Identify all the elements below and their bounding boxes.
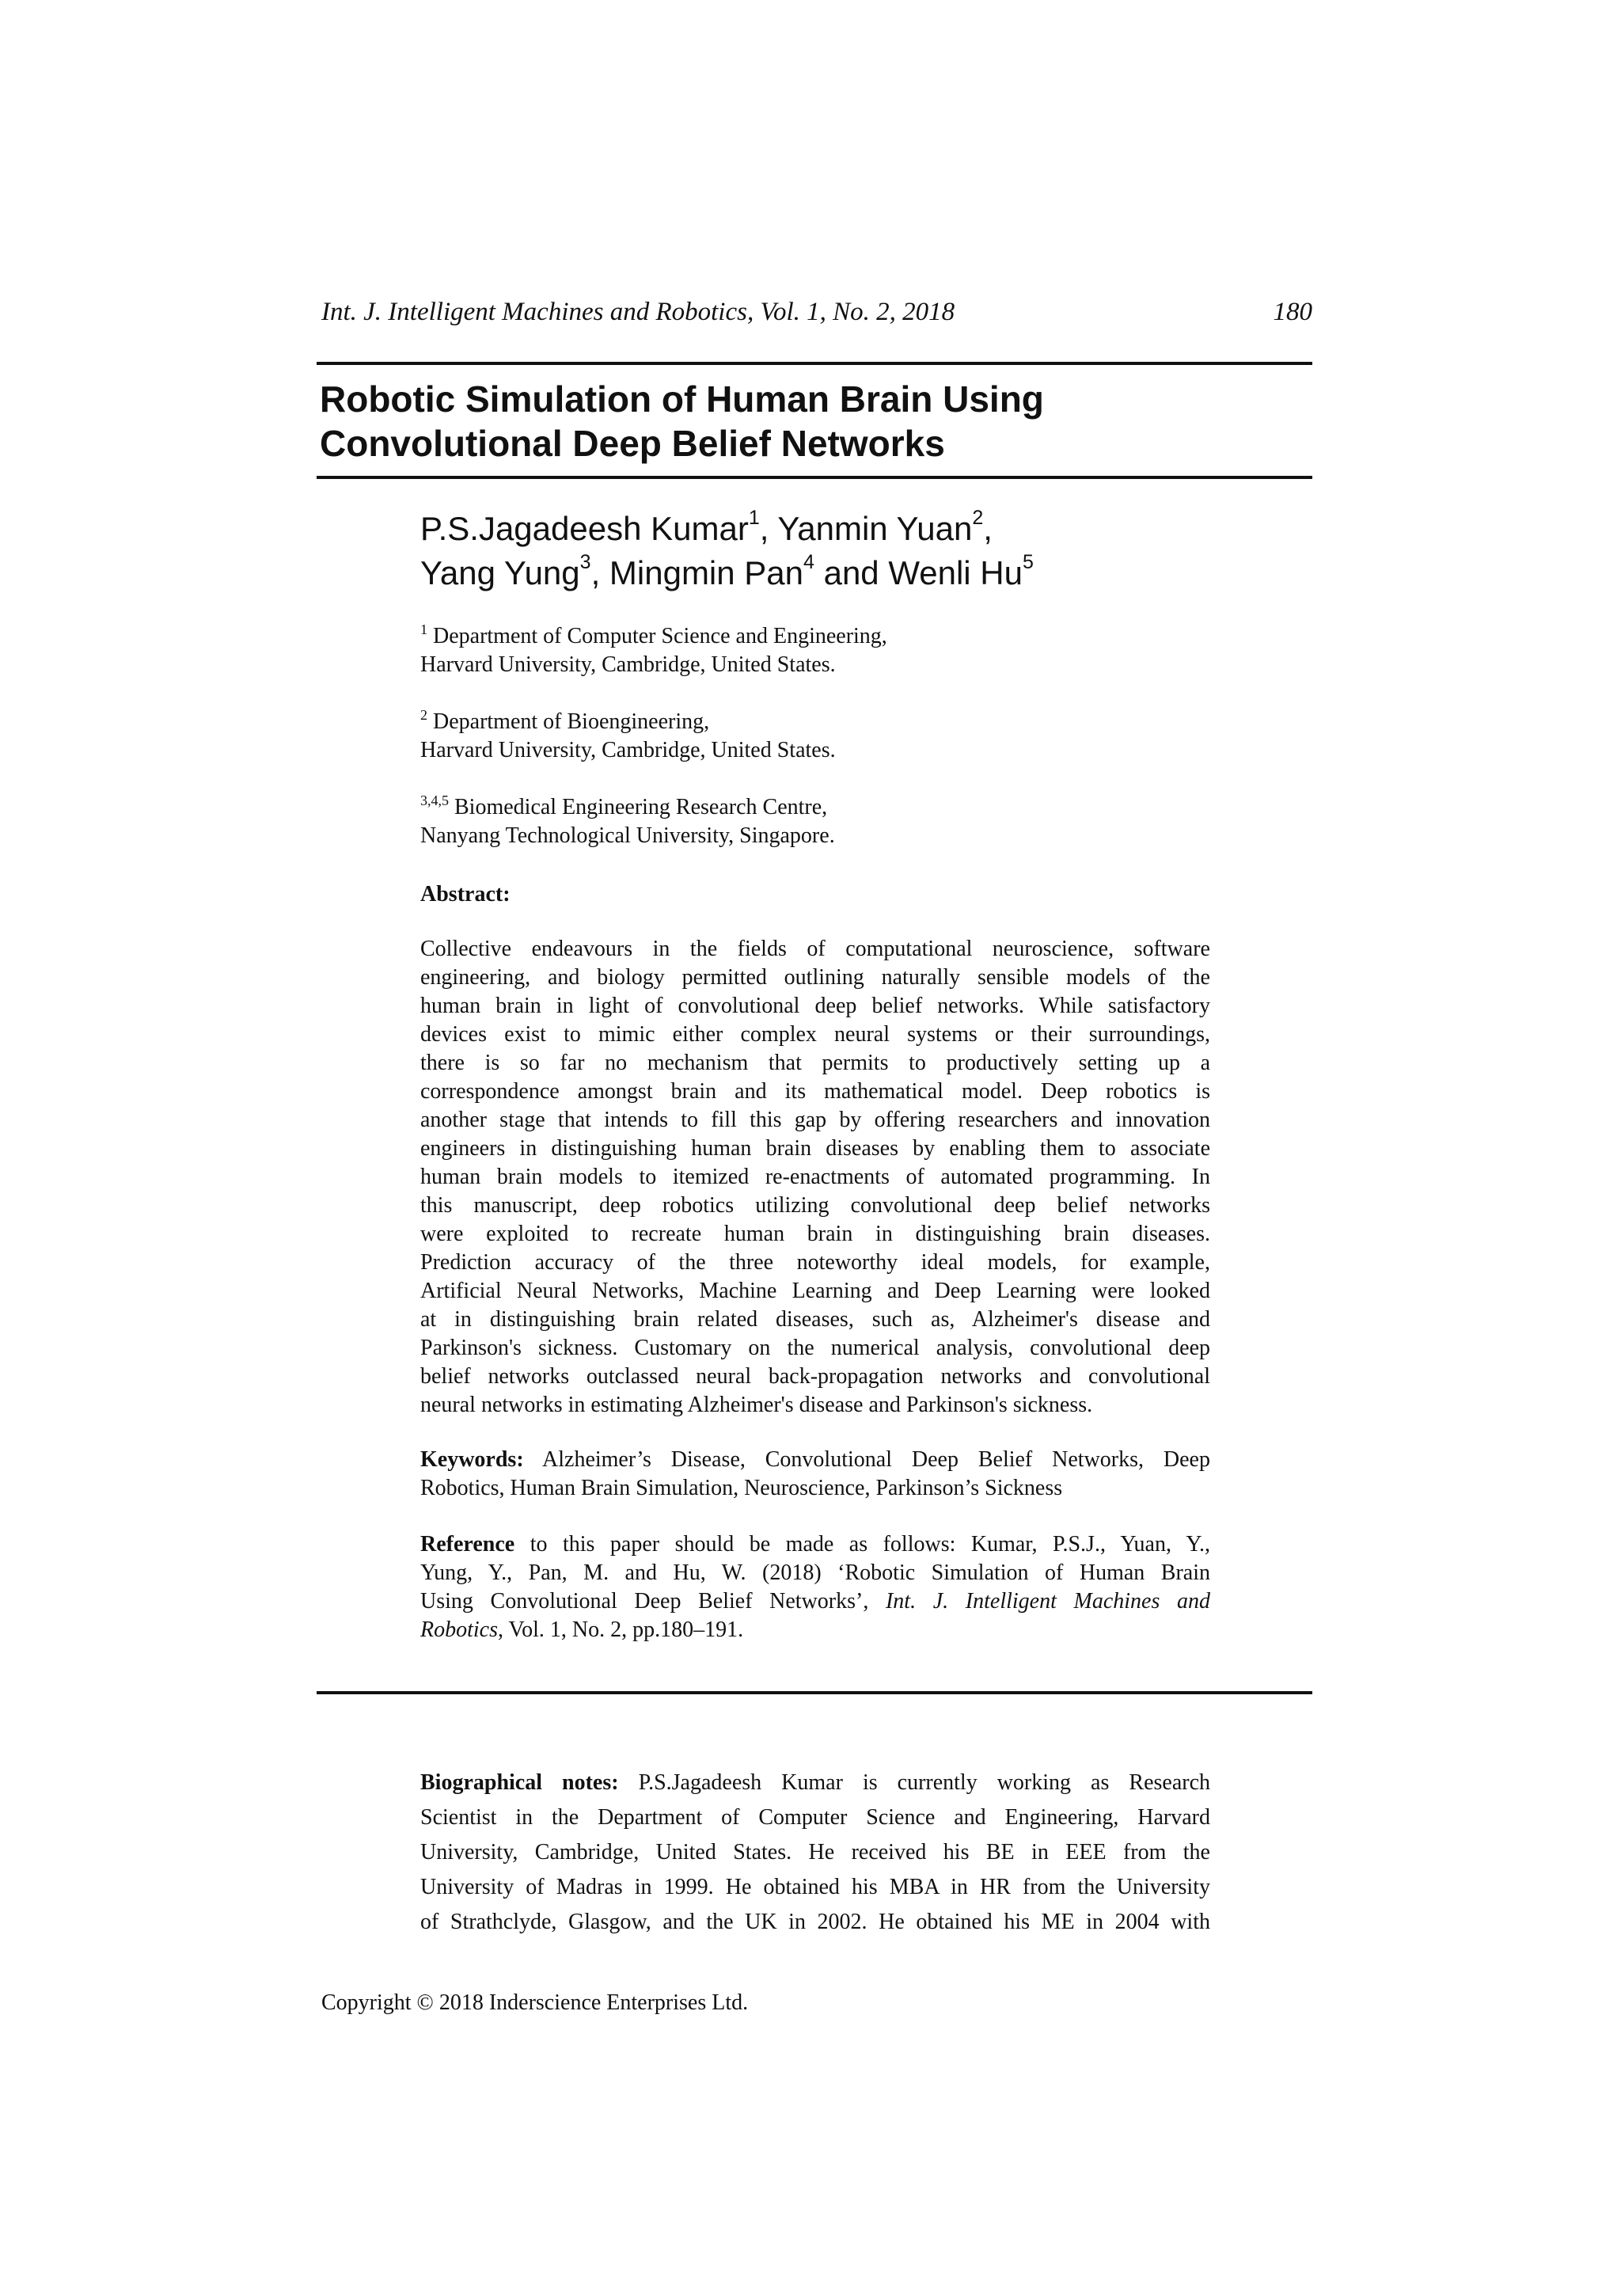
affiliation-1 <box>420 622 1212 679</box>
abstract-line: this manuscript, deep robotics utilizing convolutional deep belief networks <box>420 1193 1210 1218</box>
author-separator: , <box>759 510 778 547</box>
abstract-line: Parkinson's sickness. Customary on the numerical analysis, convolutional deep <box>420 1336 1210 1360</box>
keywords-line-1 <box>420 1446 1210 1474</box>
author-separator: , <box>590 554 609 591</box>
abstract-line: devices exist to mimic either complex neural systems or their surroundings, <box>420 1022 1210 1047</box>
biographical-notes <box>420 1766 1210 1940</box>
abstract-line: correspondence amongst brain and its mathematical model. Deep robotics is <box>420 1079 1210 1104</box>
abstract-line: Artificial Neural Networks, Machine Learning and Deep Learning were looked <box>420 1279 1210 1303</box>
author-separator: , <box>983 510 993 547</box>
author-line-1 <box>420 507 1291 551</box>
reference-label: Reference <box>420 1532 515 1557</box>
affiliation-3 <box>420 793 1212 850</box>
keywords-text: Alzheimer’s Disease, Convolutional Deep Belief Networks, Deep <box>542 1447 1210 1472</box>
author-affiliation-mark: 5 <box>1022 551 1034 573</box>
reference-text: to this paper should be made as follows: Kumar, P.S.J., Yuan, Y., <box>530 1532 1211 1557</box>
reference-line-1 <box>420 1530 1210 1559</box>
page-number: 180 <box>1273 298 1312 326</box>
abstract-line: at in distinguishing brain related diseases, such as, Alzheimer's disease and <box>420 1307 1210 1332</box>
abstract-line: human brain in light of convolutional deep belief networks. While satisfactory <box>420 994 1210 1018</box>
affiliation-list <box>420 622 1212 879</box>
abstract-body <box>420 935 1210 1420</box>
affiliation-mark: 1 <box>420 622 427 637</box>
abstract-line: human brain models to itemized re-enactments of automated programming. In <box>420 1165 1210 1189</box>
author-name: Yang Yung <box>420 554 580 591</box>
keywords-label: Keywords: <box>420 1447 524 1472</box>
affiliation-institution: Nanyang Technological University, Singapore. <box>420 823 835 848</box>
reference-line-3 <box>420 1587 1210 1616</box>
reference-text: , Vol. 1, No. 2, pp.180–191. <box>498 1617 744 1642</box>
running-head <box>321 295 1312 329</box>
abstract-line: engineers in distinguishing human brain diseases by enabling them to associate <box>420 1136 1210 1161</box>
bio-line: Scientist in the Department of Computer Science and Engineering, Harvard <box>420 1805 1210 1830</box>
author-affiliation-mark: 4 <box>803 551 814 573</box>
author-separator: and <box>814 554 889 591</box>
affiliation-department: Department of Bioengineering, <box>433 709 710 734</box>
bio-line-1 <box>420 1766 1210 1800</box>
author-name: Yanmin Yuan <box>777 510 973 547</box>
author-affiliation-mark: 2 <box>972 507 984 529</box>
abstract-line: engineering, and biology permitted outlining naturally sensible models of the <box>420 965 1210 990</box>
abstract-end-rule <box>317 1691 1312 1694</box>
keywords-block <box>420 1446 1210 1503</box>
top-rule <box>317 362 1312 365</box>
abstract-line: another stage that intends to fill this gap by offering researchers and innovation <box>420 1108 1210 1132</box>
affiliation-department: Department of Computer Science and Engineering, <box>433 624 887 648</box>
affiliation-2 <box>420 708 1212 765</box>
reference-block <box>420 1530 1210 1644</box>
reference-text: Using Convolutional Deep Belief Networks’, <box>420 1589 869 1614</box>
reference-journal: Int. J. Intelligent Machines and <box>885 1589 1210 1614</box>
abstract-line: neural networks in estimating Alzheimer's disease and Parkinson's sickness. <box>420 1393 1093 1417</box>
author-name: Mingmin Pan <box>609 554 804 591</box>
keywords-line-2: Robotics, Human Brain Simulation, Neuroscience, Parkinson’s Sickness <box>420 1476 1063 1500</box>
author-affiliation-mark: 1 <box>748 507 760 529</box>
abstract-line: Prediction accuracy of the three noteworthy ideal models, for example, <box>420 1250 1210 1275</box>
paper-title <box>320 377 1301 466</box>
author-list <box>420 507 1291 595</box>
affiliation-mark: 2 <box>420 707 427 723</box>
author-name: Wenli Hu <box>888 554 1023 591</box>
abstract-line: were exploited to recreate human brain in distinguishing brain diseases. <box>420 1222 1210 1246</box>
bio-label: Biographical notes: <box>420 1770 619 1795</box>
bio-line: of Strathclyde, Glasgow, and the UK in 2002. He obtained his ME in 2004 with <box>420 1910 1210 1934</box>
reference-line-2: Yung, Y., Pan, M. and Hu, W. (2018) ‘Robotic Simulation of Human Brain <box>420 1560 1210 1585</box>
bio-text: P.S.Jagadeesh Kumar is currently working as Research <box>638 1770 1211 1795</box>
title-rule <box>317 476 1312 479</box>
affiliation-institution: Harvard University, Cambridge, United States. <box>420 738 836 762</box>
title-line-1: Robotic Simulation of Human Brain Using <box>320 378 1044 420</box>
journal-citation: Int. J. Intelligent Machines and Robotics, Vol. 1, No. 2, 2018 <box>321 298 955 326</box>
abstract-heading: Abstract: <box>420 882 511 907</box>
copyright-notice: Copyright © 2018 Inderscience Enterprises Ltd. <box>321 1990 749 2015</box>
reference-line-4 <box>420 1616 1210 1644</box>
bio-line: University of Madras in 1999. He obtained his MBA in HR from the University <box>420 1875 1210 1899</box>
affiliation-institution: Harvard University, Cambridge, United States. <box>420 652 836 677</box>
author-affiliation-mark: 3 <box>579 551 591 573</box>
bio-line: University, Cambridge, United States. He received his BE in EEE from the <box>420 1840 1210 1865</box>
author-line-2 <box>420 551 1291 595</box>
affiliation-mark: 3,4,5 <box>420 793 449 808</box>
abstract-line: belief networks outclassed neural back-propagation networks and convolutional <box>420 1364 1210 1389</box>
author-name: P.S.Jagadeesh Kumar <box>420 510 749 547</box>
affiliation-department: Biomedical Engineering Research Centre, <box>454 795 828 819</box>
title-line-2: Convolutional Deep Belief Networks <box>320 423 945 464</box>
abstract-line: Collective endeavours in the fields of computational neuroscience, software <box>420 937 1210 961</box>
reference-journal-cont: Robotics <box>420 1617 498 1642</box>
abstract-line: there is so far no mechanism that permits to productively setting up a <box>420 1051 1210 1075</box>
